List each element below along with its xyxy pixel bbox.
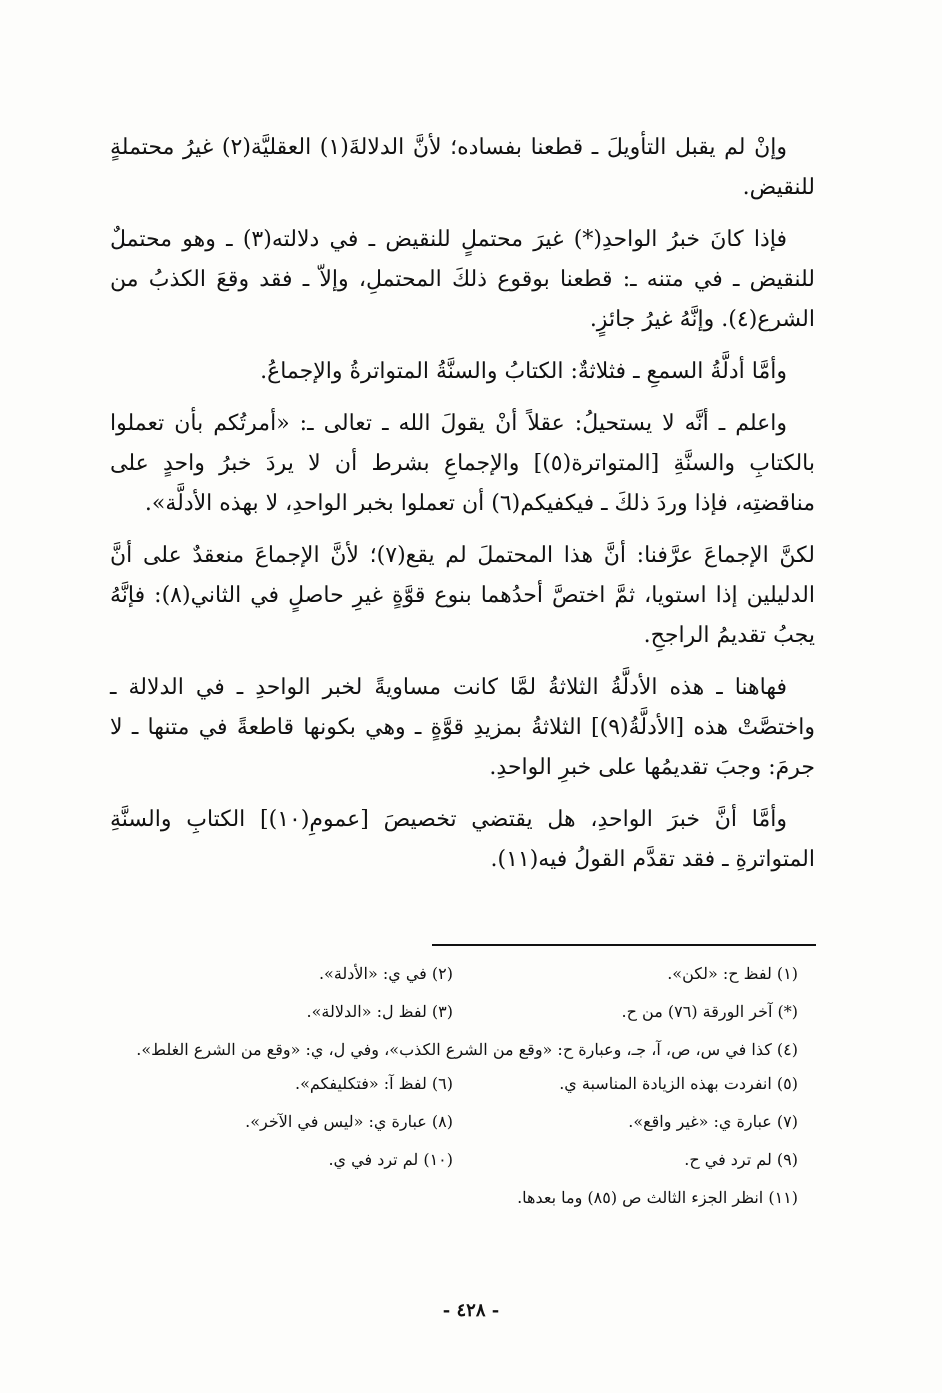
- paragraph-2: فإذا كانَ خبرُ الواحدِ(*) غيرَ محتملٍ للنقيض ـ في دلالته(٣) ـ وهو محتملٌ للنقيض ـ في متنه ـ: قطعنا بوقوع ذلكَ المحتملِ، وإلاّ ـ فقد وقعَ الكذبُ من الشرع(٤). وإنَّهُ غيرُ جائزٍ.: [110, 227, 815, 332]
- footnote-separator: [432, 944, 816, 946]
- footnote-row: [118, 1072, 808, 1096]
- paragraph-4: واعلم ـ أنَّه لا يستحيلُ: عقلاً أنْ يقولَ الله ـ تعالى ـ: «أمرتُكم بأن تعملوا بالكتابِ والسنَّةِ [المتواترة(٥)] والإجماعِ بشرط أن لا يردَ خبرُ واحدٍ على مناقضتِه، فإذا وردَ ذلكَ ـ فيكفيكم(٦) أن تعملوا بخبر الواحدِ، لا بهذه الأدلَّة».: [110, 411, 815, 516]
- footnote-3: (٣) لفظ ل: «الدلالة».: [306, 1002, 453, 1021]
- footnote-9: (٩) لم ترد في ح.: [684, 1150, 798, 1169]
- paragraph-5: لكنَّ الإجماعَ عرَّفنا: أنَّ هذا المحتملَ لم يقع(٧)؛ لأنَّ الإجماعَ منعقدٌ على أنَّ الدليلين إذا استويا، ثمَّ اختصَّ أحدُهما بنوع قوَّةٍ غيرِ حاصلٍ في الثاني(٨): فإنَّهُ يجبُ تقديمُ الراجحِ.: [110, 543, 815, 648]
- footnote-row: [118, 1110, 808, 1134]
- footnote-10: (١٠) لم ترد في ي.: [328, 1150, 453, 1169]
- footnote-1: (١) لفظ ح: «لكن».: [667, 964, 798, 983]
- main-text-body: [110, 128, 815, 892]
- footnotes-section: [118, 962, 808, 1224]
- paragraph-7: وأمَّا أنَّ خبرَ الواحدِ، هل يقتضي تخصيصَ [عمومِ(١٠)] الكتابِ والسنَّةِ المتواترةِ ـ فقد تقدَّم القولُ فيه(١١).: [110, 807, 815, 872]
- footnote-star: (*) آخر الورقة (٧٦) من ح.: [621, 1002, 798, 1021]
- footnote-11: (١١) انظر الجزء الثالث ص (٨٥) وما بعدها.: [517, 1188, 798, 1207]
- footnote-8: (٨) عبارة ي: «ليس في الآخر».: [245, 1112, 453, 1131]
- footnote-6: (٦) لفظ آ: «فتكليفكم».: [294, 1074, 453, 1093]
- page-number: - ٤٢٨ -: [442, 1300, 500, 1321]
- footnote-row: [118, 962, 808, 986]
- footnote-4: (٤) كذا في س، ص، آ، جـ، وعبارة ح: «وقع من الشرع الكذب»، وفي ل، ي: «وقع من الشرع الغلط».: [136, 1040, 798, 1059]
- footnote-row: [118, 1000, 808, 1024]
- footnote-7: (٧) عبارة ي: «غير واقع».: [628, 1112, 798, 1131]
- paragraph-1: وإنْ لم يقبل التأويلَ ـ قطعنا بفساده؛ لأنَّ الدلالةَ(١) العقليَّة(٢) غيرُ محتملةٍ للنقيض.: [110, 135, 815, 200]
- footnote-5: (٥) انفردت بهذه الزيادة المناسبة ي.: [559, 1074, 798, 1093]
- footnote-row: [118, 1148, 808, 1172]
- footnote-2: (٢) في ي: «الأدلة».: [318, 964, 453, 983]
- paragraph-6: فهاهنا ـ هذه الأدلَّةُ الثلاثةُ لمَّا كانت مساويةً لخبر الواحدِ ـ في الدلالة ـ واختصَّتْ هذه [الأدلَّةُ(٩)] الثلاثةُ بمزيدِ قوَّةٍ ـ وهي بكونها قاطعةً في متنها ـ لا جرمَ: وجبَ تقديمُها على خبرِ الواحدِ.: [110, 675, 816, 780]
- paragraph-3: وأمَّا أدلَّةُ السمعِ ـ فثلاثةٌ: الكتابُ والسنَّةُ المتواترةُ والإجماعُ.: [260, 359, 787, 384]
